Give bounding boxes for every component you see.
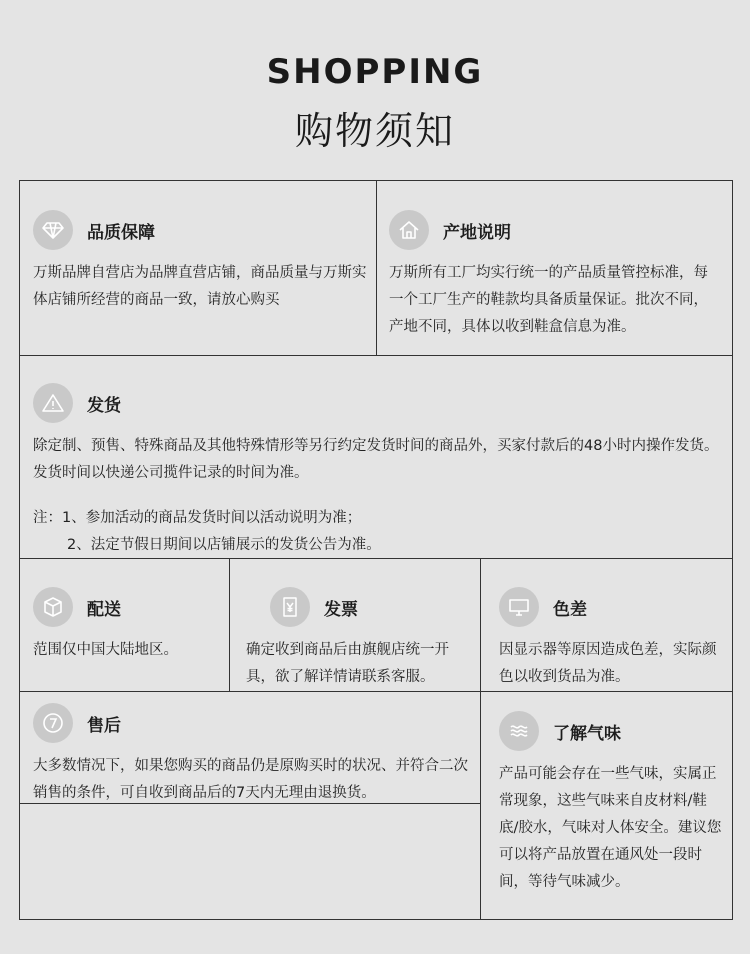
section-color xyxy=(499,587,724,691)
section-invoice xyxy=(246,587,474,691)
section-title: 色差 xyxy=(553,599,587,620)
divider xyxy=(376,181,377,355)
section-delivery xyxy=(33,587,223,664)
section-body: 产品可能会存在一些气味，实属正常现象，这些气味来自皮材料/鞋底/胶水，气味对人体安全。建议您可以将产品放置在通风处一段时间，等待气味减少。 xyxy=(499,766,722,890)
section-title: 发票 xyxy=(324,599,358,620)
seven-icon xyxy=(33,703,73,743)
section-title: 了解气味 xyxy=(553,723,621,744)
shipping-note-2: 2、法定节假日期间以店铺展示的发货公告为准。 xyxy=(67,537,381,553)
section-body: 因显示器等原因造成色差，实际颜色以收到货品为准。 xyxy=(499,642,717,685)
section-body: 确定收到商品后由旗舰店统一开具，欲了解详情请联系客服。 xyxy=(246,642,449,685)
invoice-icon xyxy=(270,587,310,627)
section-origin xyxy=(389,210,719,341)
section-quality xyxy=(33,210,368,314)
info-grid xyxy=(19,180,733,920)
divider xyxy=(229,558,230,691)
section-smell xyxy=(499,711,724,896)
box-icon xyxy=(33,587,73,627)
divider xyxy=(20,691,732,692)
warning-icon xyxy=(33,383,73,423)
diamond-icon xyxy=(33,210,73,250)
divider xyxy=(480,558,481,920)
section-body: 范围仅中国大陆地区。 xyxy=(33,642,178,658)
section-title: 配送 xyxy=(87,599,121,620)
title-english: SHOPPING xyxy=(266,52,484,92)
monitor-icon xyxy=(499,587,539,627)
divider xyxy=(20,355,732,356)
section-title: 品质保障 xyxy=(87,222,155,243)
home-icon xyxy=(389,210,429,250)
wave-icon xyxy=(499,711,539,751)
section-aftersale xyxy=(33,703,475,807)
section-body: 万斯所有工厂均实行统一的产品质量管控标准，每一个工厂生产的鞋款均具备质量保证。批次不同，产地不同，具体以收到鞋盒信息为准。 xyxy=(389,265,708,335)
section-body: 除定制、预售、特殊商品及其他特殊情形等另行约定发货时间的商品外，买家付款后的48小时内操作发货。发货时间以快递公司揽件记录的时间为准。 xyxy=(33,438,719,481)
title-chinese: 购物须知 xyxy=(294,109,455,153)
section-body: 万斯品牌自营店为品牌直营店铺，商品质量与万斯实体店铺所经营的商品一致，请放心购买 xyxy=(33,265,367,308)
section-title: 产地说明 xyxy=(443,222,511,243)
shipping-note-1: 注：1、参加活动的商品发货时间以活动说明为准； xyxy=(33,510,362,526)
section-body: 大多数情况下，如果您购买的商品仍是原购买时的状况、并符合二次销售的条件，可自收到商品后的7天内无理由退换货。 xyxy=(33,758,468,801)
section-title: 售后 xyxy=(87,715,121,736)
section-title: 发货 xyxy=(87,395,121,416)
section-shipping xyxy=(33,383,723,559)
